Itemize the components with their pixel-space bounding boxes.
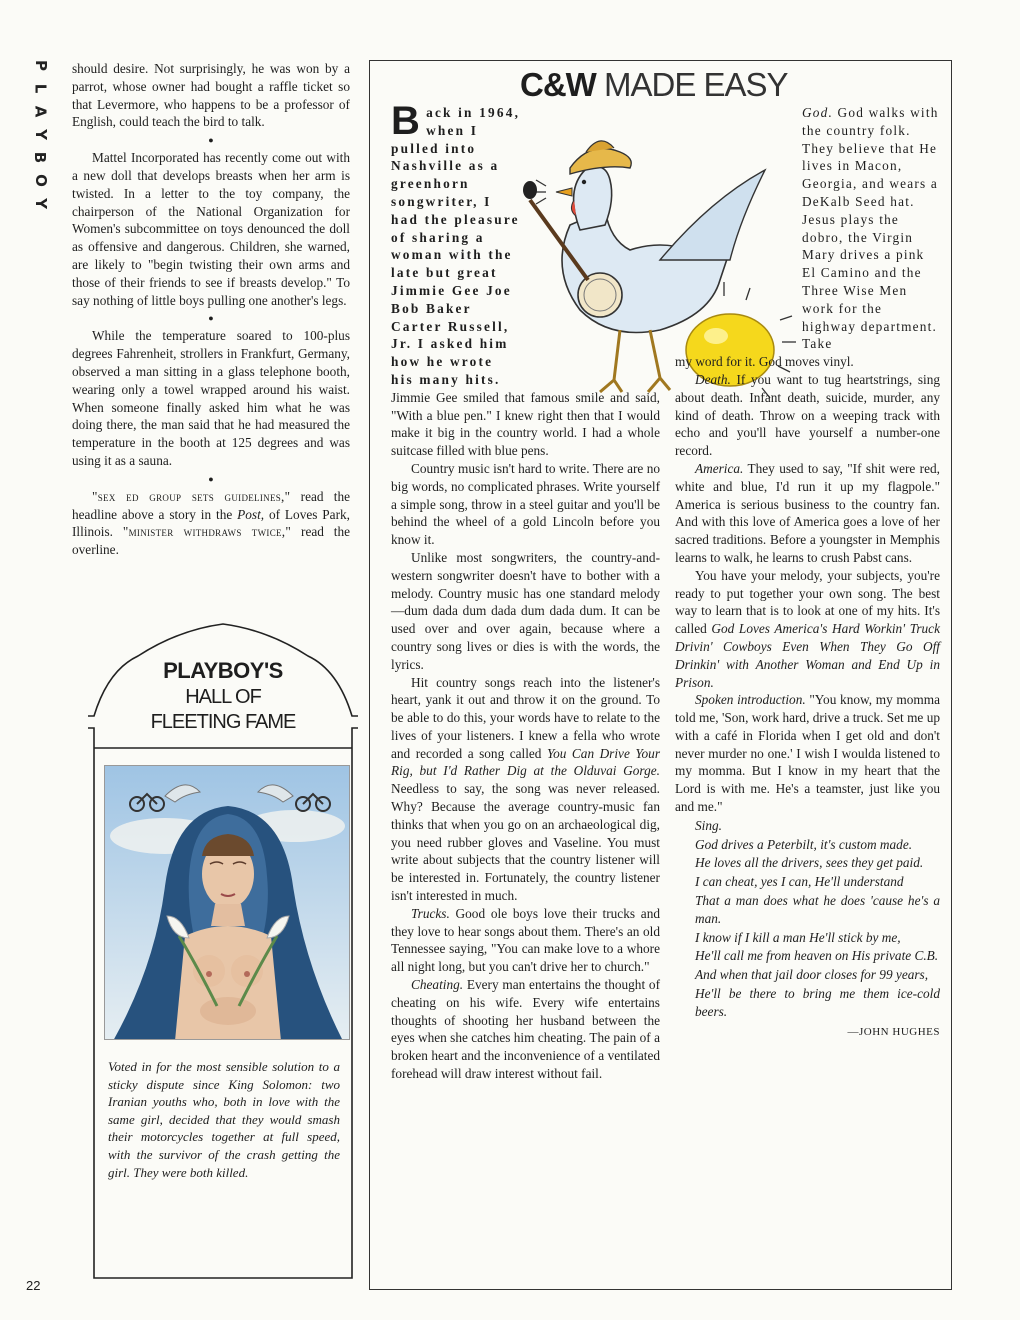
newspaper-name: Post, (237, 506, 265, 522)
page-number: 22 (26, 1278, 41, 1293)
section-head: Trucks. (411, 905, 450, 921)
article-opener (391, 99, 521, 389)
bullet-separator: ● (208, 473, 214, 484)
title-light: MADE EASY (595, 66, 788, 103)
text-run: read the overline. (72, 524, 351, 558)
song-title: God Loves America's Hard Workin' Truck Drivin' Cowboys Even When They Go Off Drinkin' with Another Woman and End Up in Prison. (675, 621, 940, 690)
text-run: read the headline above a story in the (72, 488, 350, 522)
bullet-separator: ● (208, 135, 214, 146)
text-run: of Loves Park, Illinois. (72, 506, 350, 540)
hof-subtitle: HALL OF (185, 686, 261, 708)
bullet-separator: ● (208, 313, 214, 324)
article-column-2 (675, 104, 940, 1041)
logo-letter: A (31, 105, 50, 118)
title-bold: C&W (520, 66, 596, 103)
paragraph (391, 905, 660, 976)
section-head: Death. (695, 371, 731, 387)
overline-quote: "minister withdraws twice," (122, 524, 292, 540)
text-run: "You know, my momma told me, 'Son, work hard, drive a truck. Set me up with a café in Florida when I get old and don't never murder no one.' I wish I woulda listened to my momma. But I know in my heart that the Lord is with me. He's a teamster, just like you and me." (675, 692, 941, 815)
paragraph: Country music isn't hard to write. There are no big words, no complicated phrases. Write yourself a simple song, throw in a steel guitar and you'll be behind the wheel of a gold Lincoln before you know it. (391, 460, 660, 548)
logo-letter: P (31, 60, 50, 71)
logo-letter: B (31, 151, 50, 164)
lyric-line: I can cheat, yes I can, He'll understand (695, 874, 904, 890)
text-run: Good ole boys love their trucks and they love to hear songs about them. There's an old Tennessee saying, "You can make love to a whore all night long, but you can't drive her to church." (391, 905, 660, 975)
paragraph (675, 691, 940, 816)
text-run: Every man entertains the thought of cheating on his wife. Every wife entertains thoughts of shooting her husband between the eyes when she catches him cheating. The pain of a broken heart and the inconvenience of a ventilated forehead will draw interest without fail. (391, 977, 660, 1082)
text-run: God walks with the country folk. They believe that He lives in Macon, Georgia, and wears a DeKalb Seed hat. Jesus plays the dobro, the Virgin Mary drives a pink El Camino and the Three Wise Men work for the highway department. Take (802, 105, 939, 352)
song-title: You Can Drive Your Rig, but I'd Rather Dig at the Olduvai Gorge. (391, 745, 660, 779)
paragraph (391, 674, 660, 905)
sing-cue: Sing. (695, 817, 722, 833)
lyric-line: And when that jail door closes for 99 years, (695, 967, 929, 983)
text-run: They used to say, "If shit were red, white and blue, I'd run it up my flagpole." America is serious business to the country fan. And with this love of America goes a love of her sacred traditions. Before a youngster in Memphis learns to walk, he learns to crush Pabst cans. (675, 460, 940, 565)
madonna-illustration (104, 765, 350, 1040)
paragraph (675, 567, 940, 692)
paragraph: should desire. Not surprisingly, he was won by a parrot, whose owner had bought a raffle ticket so that Levermore, who happens to be a professor of English, could teach the bird to talk. (72, 61, 350, 130)
section-head: America. (695, 460, 744, 476)
logo-letter: Y (31, 129, 50, 140)
paragraph: my word for it. God moves vinyl. (675, 354, 854, 370)
hof-subtitle: FLEETING FAME (150, 711, 296, 733)
paragraph (675, 460, 940, 567)
text-run: If you want to tug heartstrings, sing about death. Infant death, suicide, murder, any kind of death. Throw on a weeping track with echo and you'll have yourself a number-one record. (675, 371, 940, 459)
text-run: You have your melody, your subjects, you're ready to put together your own song. The best way to learn that is to look at one of my hits. It's called (675, 567, 940, 637)
author-byline: —JOHN HUGHES (847, 1025, 940, 1038)
lyric-line: He loves all the drivers, sees they get paid. (695, 855, 924, 871)
paragraph (391, 976, 660, 1083)
hof-title: PLAYBOY'S (163, 658, 283, 683)
logo-letter: O (31, 174, 50, 187)
lyric-line: I know if I kill a man He'll stick by me, (695, 929, 901, 945)
paragraph: While the temperature soared to 100-plus degrees Fahrenheit, strollers in Frankfurt, Germany, observed a man sitting in a glass telephone booth, wearing only a towel wrapped around his waist. When someone finally asked him what he was doing there, the man said that he had measured the temperature in the booth at 125 degrees and was using it as a sauna. (72, 328, 350, 468)
playboy-vertical-logo (30, 54, 50, 215)
paragraph: Mattel Incorporated has recently come out with a new doll that develops breasts when her arm is twisted. In a letter to the toy company, the chairperson of the National Organization for Women's subcommittee on toys denounced the doll as offensive and dangerous. Children, she warned, are likely to "begin twisting their own arms and those of their friends to see if breasts develop." To say nothing of little boys pulling one another's legs. (72, 150, 350, 308)
hall-of-fleeting-fame-box (88, 620, 358, 1280)
section-head: God. (802, 105, 834, 120)
logo-letter: L (31, 83, 50, 94)
headline-quote: "sex ed group sets guidelines," (92, 488, 291, 504)
text-run: Needless to say, the song was never released. Why? Because the average country-music fan thinks that when you go on an archaeological dig, you need rubber gloves and Vaseline. You must write about subjects that the country listener will be interested in. Fortunately, the country listener isn't interested in much. (391, 781, 660, 904)
left-column (72, 60, 350, 559)
paragraph: Unlike most songwriters, the country-and-western songwriter doesn't have to bother with a melody. Country music has one standard melody—dum dada dum dada dum dada dum. It can be used over and over again, because where a country song lives or dies is with the words, the lyrics. (391, 549, 660, 672)
article-title (520, 66, 920, 104)
paragraph (72, 488, 350, 559)
lyric-line: God drives a Peterbilt, it's custom made. (695, 836, 913, 852)
paragraph: Jimmie Gee smiled that famous smile and said, "With a blue pen." I knew right then that I would make it big in the country world. I had a whole suitcase filled with blue pens. (391, 389, 660, 459)
lyric-line: He'll be there to bring me them ice-cold beers. (695, 986, 940, 1019)
drop-cap: B (391, 99, 423, 143)
section-head: Spoken introduction. (695, 692, 806, 708)
logo-letter: Y (31, 198, 50, 209)
song-lyrics (675, 817, 940, 1021)
text-run: Hit country songs reach into the listener's heart, yank it out and throw it on the ground. To be able to do this, your words have to relate to the lives of your listeners. I knew a fella who wrote and recorded a song called (391, 674, 660, 761)
opener-text: ack in 1964, when I pulled into Nashville as a greenhorn songwriter, I had the pleasure of sharing a woman with the late but great Jimmie Gee Joe Bob Baker Carter Russell, Jr. I asked him how he wrote his many hits. (391, 105, 521, 387)
article-column-1 (391, 99, 660, 1083)
paragraph (675, 371, 940, 460)
section-head: Cheating. (411, 977, 464, 993)
paragraph (802, 104, 940, 353)
hof-caption: Voted in for the most sensible solution to a sticky dispute since King Solomon: two Iranian youths who, both in love with the same girl, decided that they would smash their motorcycles together at full speed, with the survivor of the crash getting the girl. They were both killed. (108, 1059, 340, 1180)
lyric-line: He'll call me from heaven on His private C.B. (695, 948, 939, 964)
lyric-line: That a man does what he does 'cause he's a man. (695, 893, 940, 926)
